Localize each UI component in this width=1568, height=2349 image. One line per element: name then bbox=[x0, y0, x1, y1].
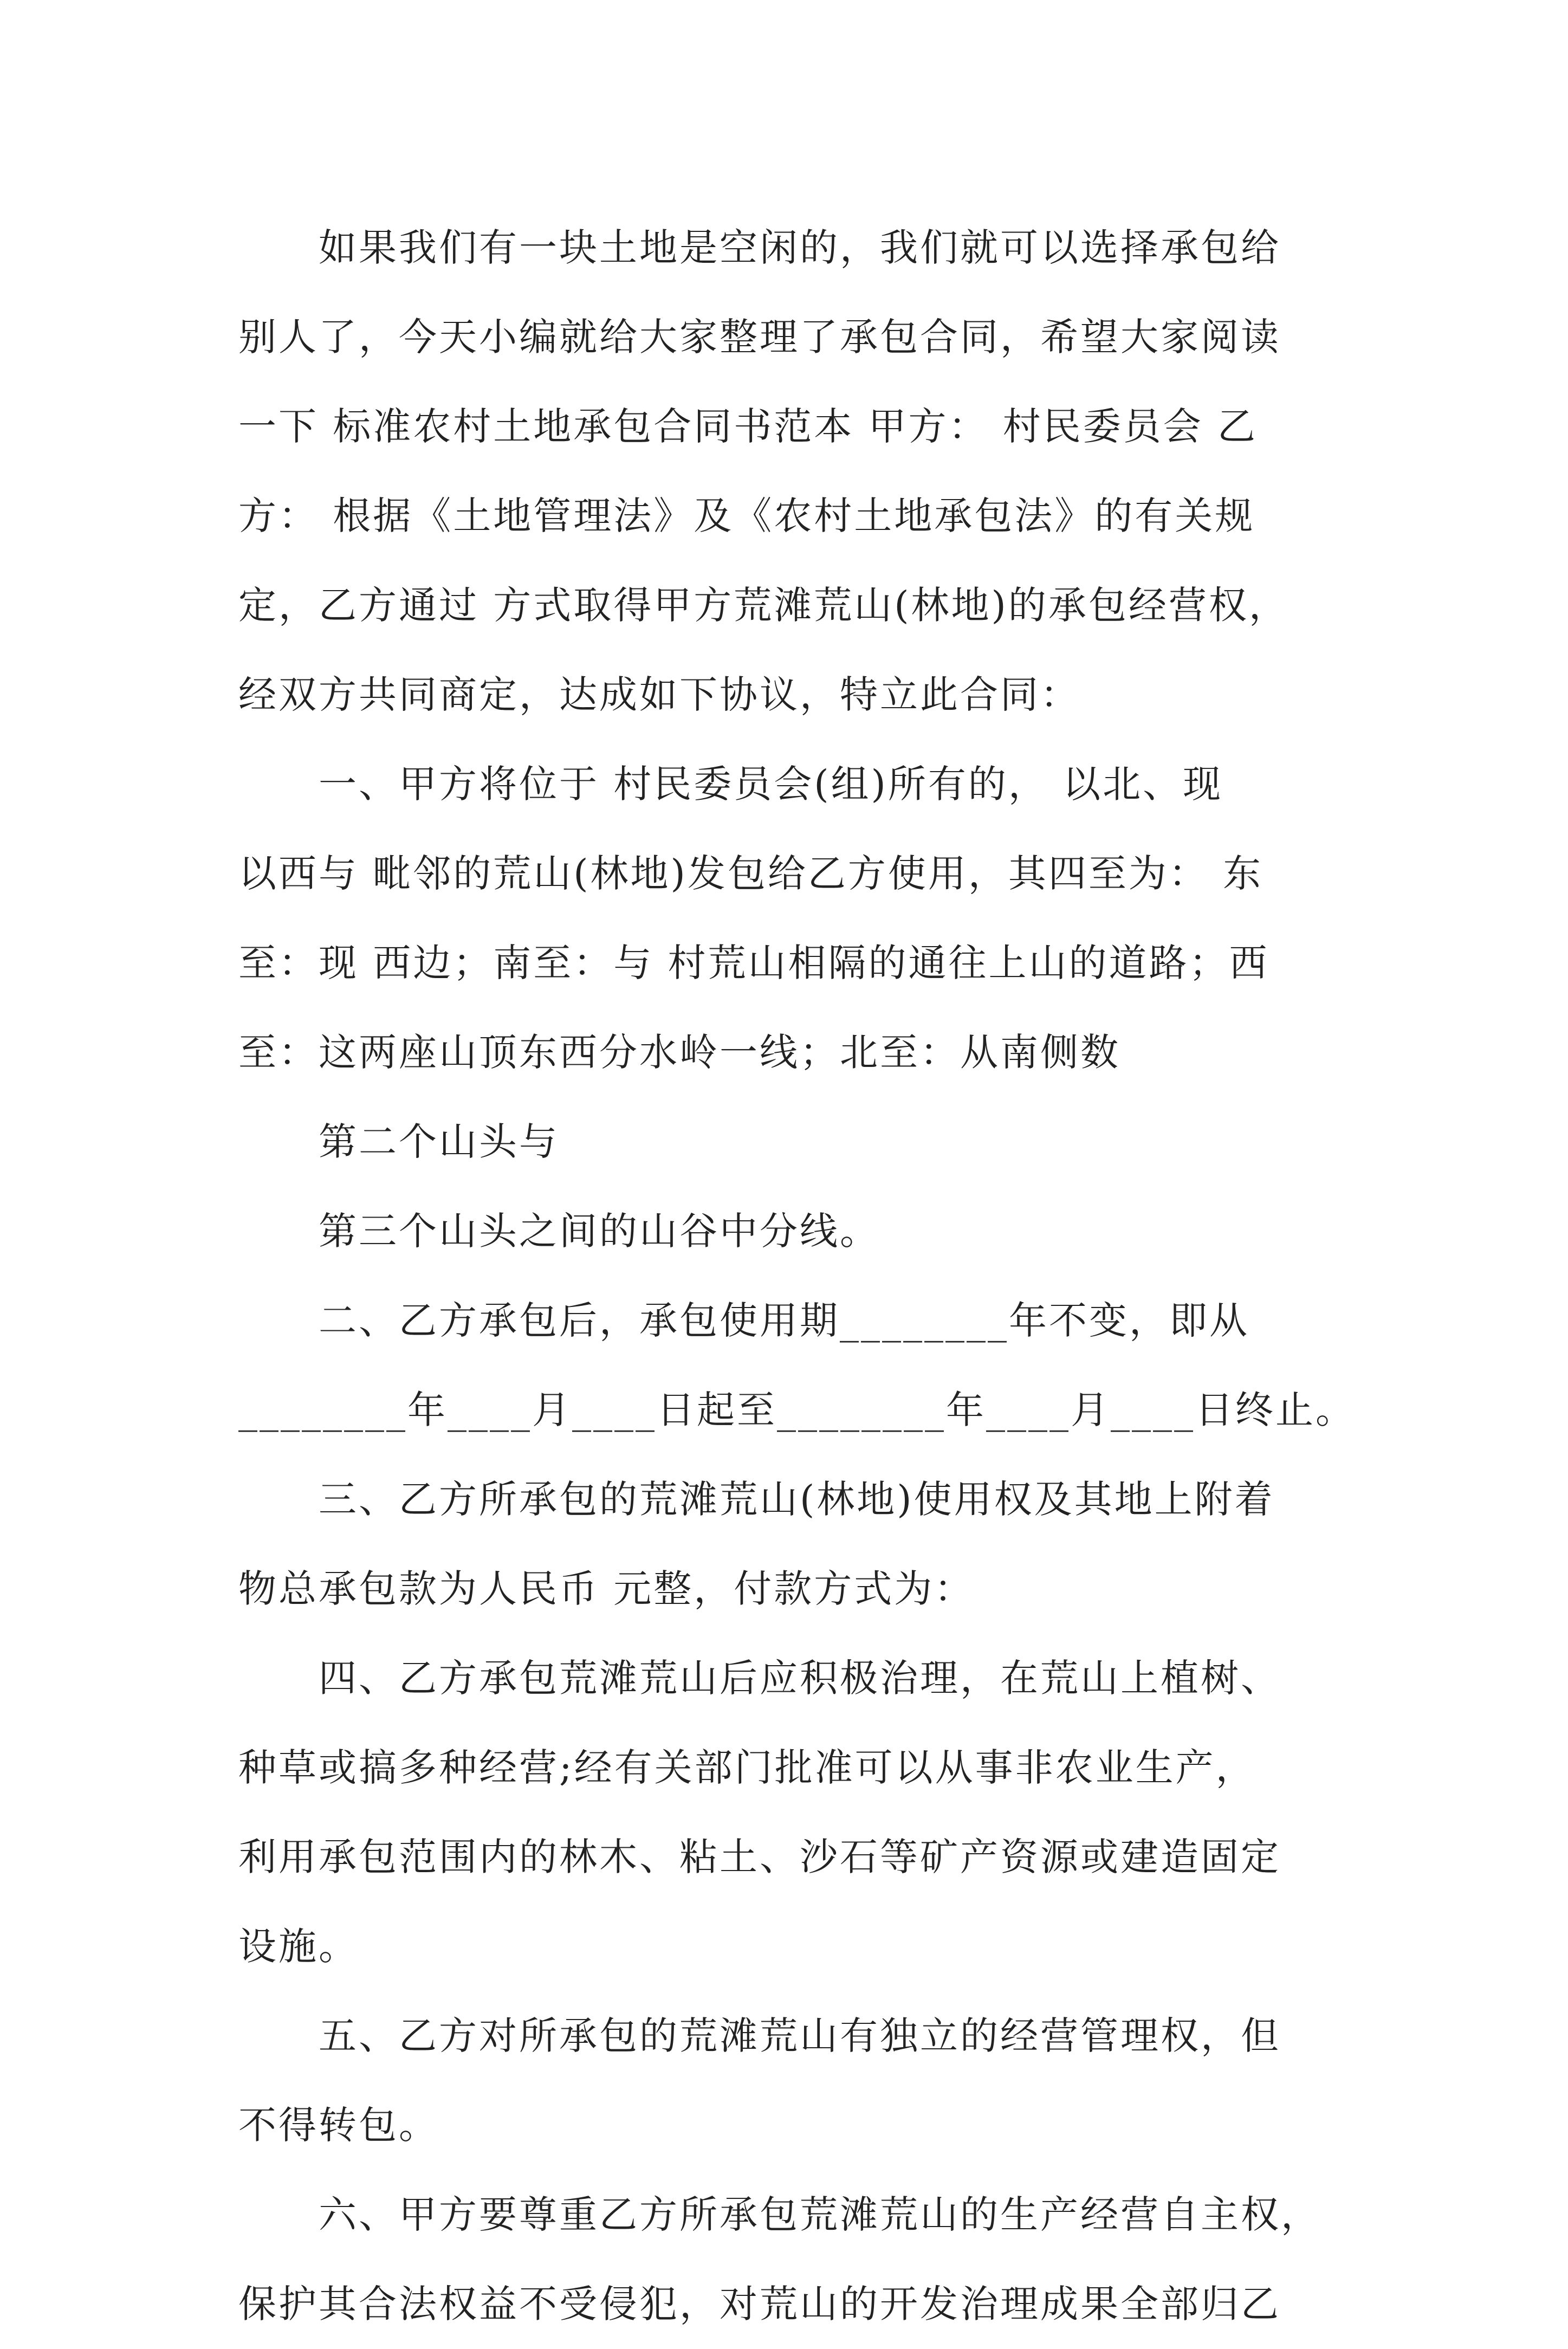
text-line: 五、乙方对所承包的荒滩荒山有独立的经营管理权，但 bbox=[238, 2014, 1281, 2058]
text-line: 至：这两座山顶东西分水岭一线；北至：从南侧数 bbox=[238, 1030, 1120, 1075]
text-line: 以西与 毗邻的荒山(林地)发包给乙方使用，其四至为： 东 bbox=[238, 851, 1264, 896]
text-line: 三、乙方所承包的荒滩荒山(林地)使用权及其地上附着 bbox=[238, 1477, 1275, 1522]
text-line: 六、甲方要尊重乙方所承包荒滩荒山的生产经营自主权， bbox=[238, 2192, 1321, 2237]
text-line: 四、乙方承包荒滩荒山后应积极治理，在荒山上植树、 bbox=[238, 1656, 1281, 1700]
text-line: 利用承包范围内的林木、粘土、沙石等矿产资源或建造固定 bbox=[238, 1835, 1281, 1879]
text-line: 第二个山头与 bbox=[238, 1120, 559, 1164]
text-line: 至：现 西边；南至：与 村荒山相隔的通往上山的道路；西 bbox=[238, 941, 1269, 985]
text-line: 定，乙方通过 方式取得甲方荒滩荒山(林地)的承包经营权， bbox=[238, 583, 1289, 627]
text-line: 物总承包款为人民币 元整，付款方式为： bbox=[238, 1567, 975, 1611]
text-line: ________年____月____日起至________年____月____日终止。 bbox=[238, 1388, 1356, 1432]
text-line: 如果我们有一块土地是空闲的，我们就可以选择承包给 bbox=[238, 225, 1281, 270]
text-line: 不得转包。 bbox=[238, 2103, 439, 2147]
text-line: 第三个山头之间的山谷中分线。 bbox=[238, 1209, 880, 1253]
text-line: 种草或搞多种经营;经有关部门批准可以从事非农业生产， bbox=[238, 1745, 1256, 1790]
text-line: 一下 标准农村土地承包合同书范本 甲方： 村民委员会 乙 bbox=[238, 404, 1258, 449]
text-line: 经双方共同商定，达成如下协议，特立此合同： bbox=[238, 672, 1080, 717]
text-line: 方： 根据《土地管理法》及《农村土地承包法》的有关规 bbox=[238, 494, 1255, 538]
text-line: 二、乙方承包后，承包使用期________年不变，即从 bbox=[238, 1298, 1249, 1343]
text-line: 一、甲方将位于 村民委员会(组)所有的， 以北、现 bbox=[238, 762, 1223, 806]
document-body bbox=[238, 203, 1356, 2349]
text-line: 设施。 bbox=[238, 1924, 359, 1969]
text-line: 别人了，今天小编就给大家整理了承包合同，希望大家阅读 bbox=[238, 315, 1281, 359]
text-line: 保护其合法权益不受侵犯，对荒山的开发治理成果全部归乙 bbox=[238, 2282, 1281, 2326]
